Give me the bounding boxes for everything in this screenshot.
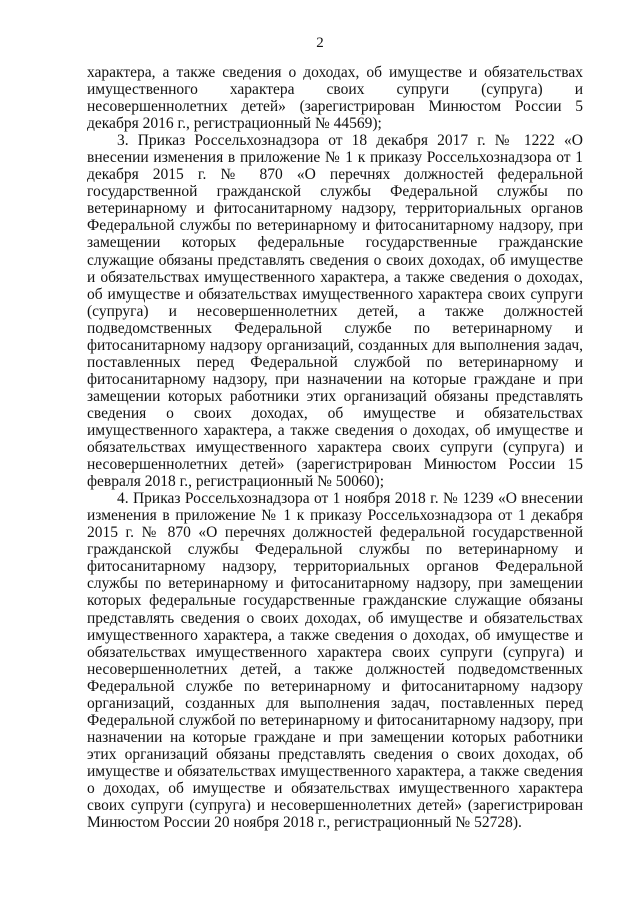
paragraph-item-3: 3. Приказ Россельхознадзора от 18 декабря 2017 г. № 1222 «О внесении изменения в приложение № 1 к приказу Россельхознадзора от 1 декабря 2015 г. № 870 «О перечнях должностей федеральной государственной гражданской службы Федеральной службы по ветеринарному и фитосанитарному надзору, территориальных органов Федеральной службы по ветеринарному и фитосанитарному надзору, при замещении которых федеральные государственные гражданские служащие обязаны представлять сведения о своих доходах, об имуществе и обязательствах имущественного характера, а также сведения о доходах, об имуществе и обязательствах имущественного характера своих супруги (супруга) и несовершеннолетних детей, а также должностей подведомственных Федеральной службе по ветеринарному и фитосанитарному надзору организаций, созданных для выполнения задач, поставленных перед Федеральной службой по ветеринарному и фитосанитарному надзору, при назначении на которые граждане и при замещении которых работники этих организаций обязаны представлять сведения о своих доходах, об имуществе и обязательствах имущественного характера, а также сведения о доходах, об имуществе и обязательствах имущественного характера своих супруги (супруга) и несовершеннолетних детей» (зарегистрирован Минюстом России 15 февраля 2018 г., регистрационный № 50060); — [87, 132, 583, 491]
document-body — [87, 64, 583, 831]
paragraph-continuation: характера, а также сведения о доходах, об имуществе и обязательствах имущественного характера своих супруги (супруга) и несовершеннолетних детей» (зарегистрирован Минюстом России 5 декабря 2016 г., регистрационный № 44569); — [87, 64, 583, 133]
page-number: 2 — [316, 35, 324, 51]
paragraph-item-4: 4. Приказ Россельхознадзора от 1 ноября 2018 г. № 1239 «О внесении изменения в приложение № 1 к приказу Россельхознадзора от 1 декабря 2015 г. № 870 «О перечнях должностей федеральной государственной гражданской службы Федеральной службы по ветеринарному и фитосанитарному надзору, территориальных органов Федеральной службы по ветеринарному и фитосанитарному надзору, при замещении которых федеральные государственные гражданские служащие обязаны представлять сведения о своих доходах, об имуществе и обязательствах имущественного характера, а также сведения о доходах, об имуществе и обязательствах имущественного характера своих супруги (супруга) и несовершеннолетних детей, а также должностей подведомственных Федеральной службе по ветеринарному и фитосанитарному надзору организаций, созданных для выполнения задач, поставленных перед Федеральной службой по ветеринарному и фитосанитарному надзору, при назначении на которые граждане и при замещении которых работники этих организаций обязаны представлять сведения о своих доходах, об имуществе и обязательствах имущественного характера, а также сведения о доходах, об имуществе и обязательствах имущественного характера своих супруги (супруга) и несовершеннолетних детей» (зарегистрирован Минюстом России 20 ноября 2018 г., регистрационный № 52728). — [87, 490, 583, 832]
